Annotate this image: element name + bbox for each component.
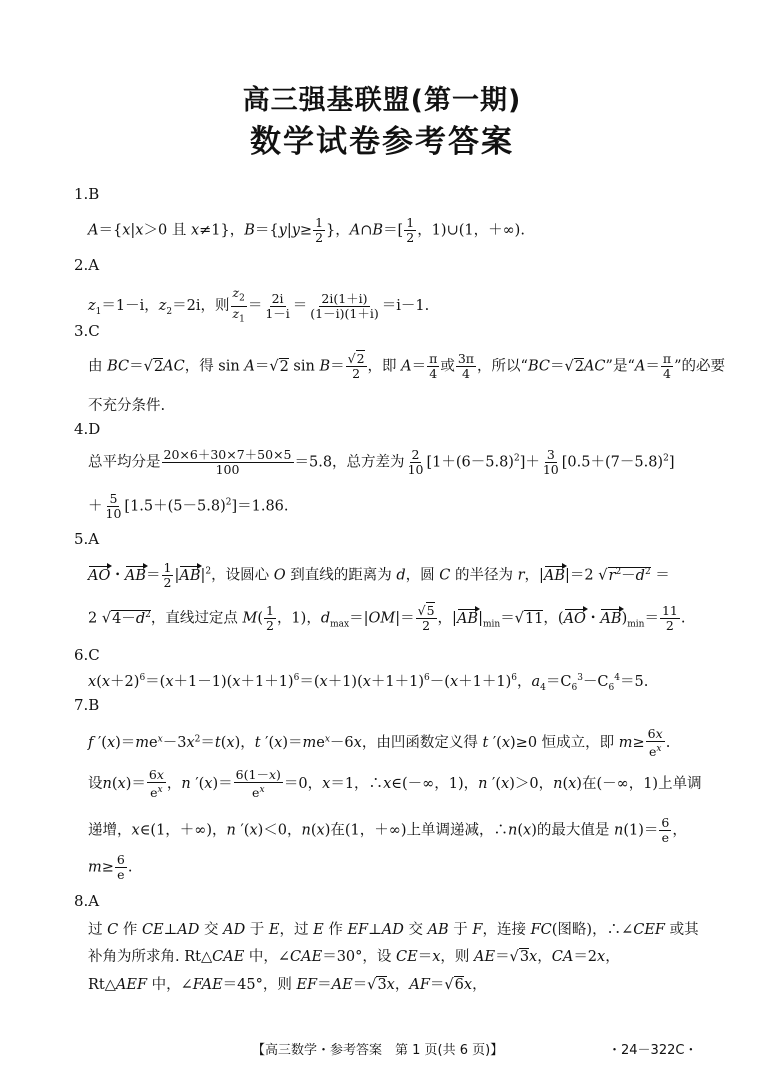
answer-6-number: 6.C	[74, 646, 100, 664]
answer-5-number: 5.A	[74, 530, 100, 548]
answer-8-line-1: 过 C 作 CE⊥AD 交 AD 于 E，过 E 作 EF⊥AD 交 AB 于 F，连接 FC(图略)，∴∠CEF 或其	[88, 922, 699, 938]
answer-7-line-3: 递增，x∈(1，＋∞)，n ′(x)＜0，n(x)在(1，＋∞)上单调递减，∴n(x)的最大值是 n(1)＝ $\frac{6}{e}$ ，	[88, 815, 687, 845]
answer-8-number: 8.A	[74, 892, 100, 910]
answer-1-line-1: A＝{x|x＞0 且 x≠1}，B＝{y|y≥ $\frac{1}{2}$ }，A∩B＝[ $\frac{1}{2}$ ，1)∪(1，＋∞).	[88, 215, 525, 245]
answer-7-line-1: f $'(x)=me^x-3x^2=t(x)$，t $'(x)=me^x-6x$，由凹函数定义得 t ′(x)≥0 恒成立，即 m≥ $\frac{6x}{e^x}$ .	[88, 726, 671, 760]
answer-7-line-4: m≥ $\frac{6}{e}$ .	[88, 852, 133, 882]
footer-page-info: 【高三数学・参考答案 第 1 页(共 6 页)】	[252, 1043, 504, 1058]
answer-7-line-2: 设n(x)＝ $\frac{6x}{e^x}$ ，n ′(x)＝ $\frac{6(1-x)}{e^x}$ ＝0，x＝1，∴x∈(－∞，1)，n ′(x)＞0，n(x)在(－∞，1)上单调	[88, 767, 702, 801]
answer-5-line-1: AO・AB＝ $\frac{1}{2}$ $|AB|^2$，设圆心 O 到直线的距离为 d，圆 C 的半径为 r，|AB|＝2 $√r^2-d^2$ ＝	[88, 560, 670, 590]
answer-2-line-1: $z_1=1-i$，$z_2=2i$，则 $\frac{z_2}{z_1}$ ＝ $\frac{2i}{1-i}$ ＝ $\frac{2i(1+i)}{(1-i)(1+i)}$ ＝i－1.	[88, 285, 430, 324]
answer-7-number: 7.B	[74, 696, 100, 714]
answer-3-number: 3.C	[74, 322, 100, 340]
answer-4-number: 4.D	[74, 420, 101, 438]
answer-4-line-2: ＋ $\frac{5}{10}$ $[1.5+(5-5.8)^2]=1.86$.	[88, 491, 289, 521]
answer-3-line-2: 不充分条件.	[88, 398, 166, 414]
page-title: 高三强基联盟(第一期)	[242, 85, 522, 116]
page-subtitle: 数学试卷参考答案	[250, 124, 514, 160]
answer-4-line-1: 总平均分是 $\frac{20\times 6+30\times 7+50\times 5}{100}$ ＝5.8，总方差为 $\frac{2}{10}$ $[1+(6-5.8)^2]+$ $\frac{3}{10}$ $[0.5+(7-5.8)^2]$	[88, 447, 675, 477]
answer-1-number: 1.B	[74, 185, 100, 203]
answer-3-line-1: 由 BC＝√2AC，得 sin A＝√2 sin B＝ $\frac{√2}{2}$ ，即 A＝ $\frac{\pi}{4}$ 或 $\frac{3\pi}{4}$ ，所以“BC＝√2AC”是“A＝ $\frac{\pi}{4}$ ”的必要	[88, 351, 725, 381]
footer-code: ・24－322C・	[608, 1043, 698, 1058]
answer-8-line-3: Rt△AEF 中，∠FAE＝45°，则 EF＝AE＝√3x，AF＝√6x，	[88, 977, 487, 993]
answer-8-line-2: 补角为所求角. Rt△CAE 中，∠CAE＝30°，设 CE＝x，则 AE＝√3x，CA＝2x，	[88, 949, 620, 965]
answer-6-line-1: $x(x+2)^6=(x+1-1)(x+1+1)^6=(x+1)(x+1+1)^6-(x+1+1)^6$，$a_4=C_6^3-C_6^4=5$.	[88, 673, 649, 693]
answer-5-line-2: 2 $√4-d^2$，直线过定点 M( $\frac{1}{2}$ ，1)，$d_{max}=|OM|=$ $\frac{√5}{2}$ ，$|AB|_{min}=√11$，(AO・$AB)_{min}=$ $\frac{11}{2}$ .	[88, 603, 686, 633]
answer-2-number: 2.A	[74, 256, 100, 274]
